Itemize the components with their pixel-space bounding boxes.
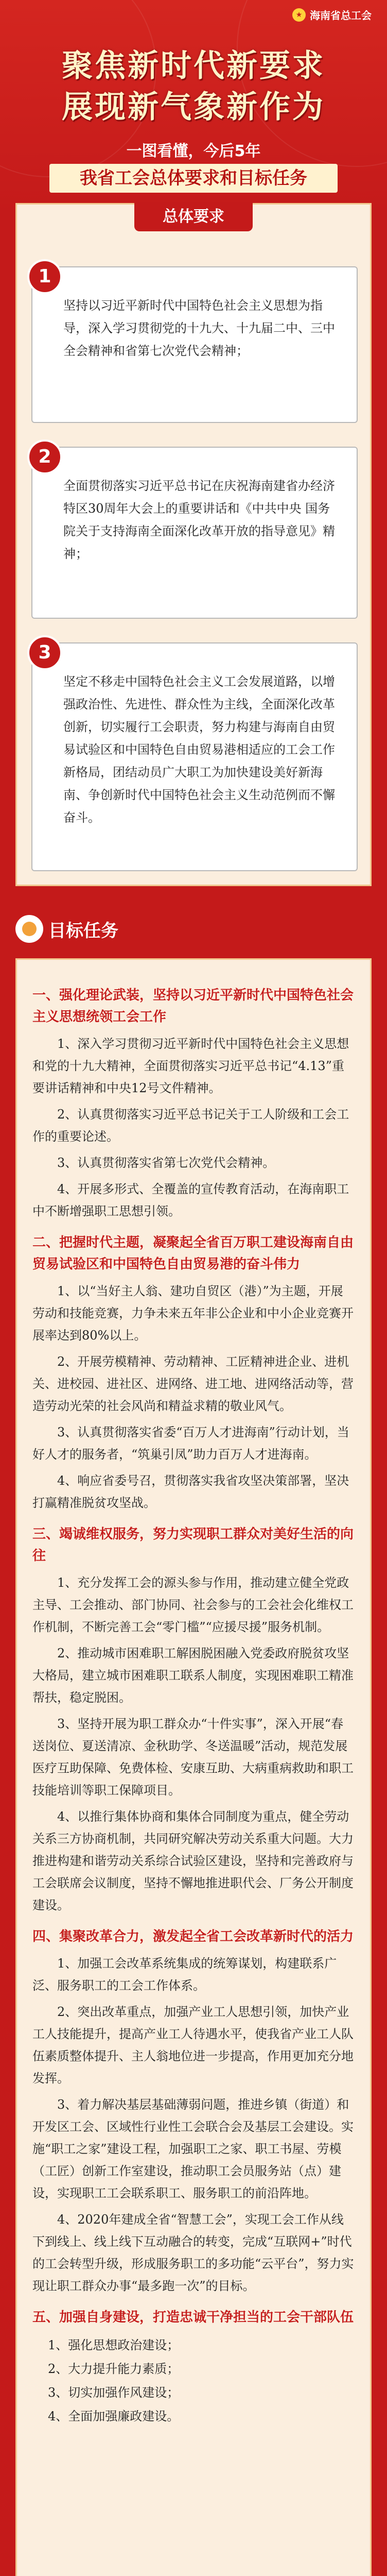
section-title: 一、强化理论武装，坚持以习近平新时代中国特色社会主义思想统领工会工作 [32,988,354,1025]
goal-item: 3、着力解决基层基础薄弱问题，推进乡镇（街道）和开发区工会、区域性行业性工会联合会及基层工会建设。实施“职工之家”建设工程，加强职工之家、职工书屋、劳模（工匠）创新工作室建设，推动职工会员服务站（点）建设，实现职工工会联系职工、服务职工的前沿阵地。 [32,2097,354,2200]
brand-logo-text: 海南省总工会 [310,9,372,22]
requirement-card [31,266,358,423]
goals-panel [15,958,372,2576]
requirement-card [31,642,358,871]
goal-item: 4、以推行集体协商和集体合同制度为重点，健全劳动关系三方协商机制，共同研究解决劳动关系重大问题。大力推进构建和谐劳动关系综合试验区建设，坚持和完善政府与工会联席会议制度，坚持不懈地推进职代会、厂务公开制度建设。 [32,1809,354,1912]
headline-line-1: 聚焦新时代新要求 [62,48,325,84]
requirement-number: 2 [27,439,62,474]
requirement-text: 坚定不移走中国特色社会主义工会发展道路，以增强政治性、先进性、群众性为主线，全面深化改革创新，切实履行工会职责，努力构建与海南自由贸易试验区和中国特色自由贸易港相适应的工会工作新格局，团结动员广大职工为加快建设美好新海南、争创新时代中国特色社会主义生动范例而不懈奋斗。 [63,674,335,825]
section-title: 二、把握时代主题，凝聚起全省百万职工建设海南自由贸易试验区和中国特色自由贸易港的奋斗伟力 [32,1235,354,1272]
goal-item: 4、响应省委号召，贯彻落实我省攻坚决策部署，坚决打赢精准脱贫攻坚战。 [32,1473,349,1510]
union-emblem-icon: ★ [292,8,306,22]
goal-item: 3、切实加强作风建设； [48,2385,180,2400]
section-title: 五、加强自身建设，打造忠诚干净担当的工会干部队伍 [32,2310,354,2325]
goal-item: 1、强化思想政治建设； [48,2338,180,2352]
goal-item: 2、突出改革重点，加强产业工人思想引领，加快产业工人技能提升，提高产业工人待遇水平，使我省产业工人队伍素质整体提升、主人翁地位进一步提高，作用更加充分地发挥。 [32,2005,354,2086]
headline-line-2: 展现新气象新作为 [62,89,325,125]
goal-item: 4、2020年建成全省“智慧工会”，实现工会工作从线下到线上、线上线下互动融合的转变，完成“互联网+”时代的工会转型升级，形成服务职工的多功能“云平台”，努力实现让职工群众办事“最多跑一次”的目标。 [32,2212,354,2293]
subtitle: 一图看懂，今后5年 [126,142,261,160]
requirement-number: 1 [27,259,62,294]
requirement-number: 3 [27,635,62,670]
target-icon [15,915,43,943]
goal-item: 1、充分发挥工会的源头参与作用，推动建立健全党政主导、工会推动、部门协同、社会参与的工会社会化维权工作机制，不断完善工会“零门槛”“应援尽援”服务机制。 [32,1575,354,1634]
goal-item: 1、以“当好主人翁、建功自贸区（港）”为主题，开展劳动和技能竞赛，力争未来五年非公企业和中小企业竞赛开展率达到80%以上。 [32,1284,354,1343]
section-title: 三、竭诚维权服务，努力实现职工群众对美好生活的向往 [32,1527,354,1564]
goal-item: 3、坚持开展为职工群众办“十件实事”，深入开展“春送岗位、夏送清凉、金秋助学、冬送温暖”活动，规范发展医疗互助保障、免费体检、安康互助、大病重病救助和职工技能培训等职工保障项目。 [32,1717,354,1798]
goal-item: 2、认真贯彻落实习近平总书记关于工人阶级和工会工作的重要论述。 [32,1107,349,1144]
goal-item: 4、开展多形式、全覆盖的宣传教育活动，在海南职工中不断增强职工思想引领。 [32,1182,349,1218]
goal-item: 3、认真贯彻落实省委“百万人才进海南”行动计划，当好人才的服务者，“筑巢引凤”助力百万人才进海南。 [32,1425,349,1462]
goal-item: 3、认真贯彻落实省第七次党代会精神。 [57,1156,275,1170]
goal-item: 1、加强工会改革系统集成的统筹谋划，构建联系广泛、服务职工的工会工作体系。 [32,1956,337,1993]
title-ribbon: 我省工会总体要求和目标任务 [49,164,338,193]
goal-item: 1、深入学习贯彻习近平新时代中国特色社会主义思想和党的十九大精神，全面贯彻落实习近平总书记“4.13”重要讲话精神和中央12号文件精神。 [32,1037,349,1095]
requirement-card [31,447,358,619]
goal-item: 2、开展劳模精神、劳动精神、工匠精神进企业、进机关、进校园、进社区、进网络、进工地、进网络活动等，营造劳动光荣的社会风尚和精益求精的敬业风气。 [32,1354,354,1413]
goals-content [32,975,355,2428]
goal-item: 2、推动城市困难职工解困脱困融入党委政府脱贫攻坚大格局，建立城市困难职工联系人制度，实现困难职工精准帮扶，稳定脱困。 [32,1646,354,1705]
brand-logo [292,7,372,22]
requirement-text: 坚持以习近平新时代中国特色社会主义思想为指导，深入学习贯彻党的十九大、十九届二中、三中全会精神和省第七次党代会精神； [63,298,335,358]
goals-heading [15,911,170,947]
goal-item: 4、全面加强廉政建设。 [48,2409,180,2424]
section-title: 四、集聚改革合力，激发起全省工会改革新时代的活力 [32,1929,354,1944]
goal-item: 2、大力提升能力素质； [48,2362,180,2376]
goals-heading-label: 目标任务 [48,920,118,941]
header-banner [0,0,387,216]
overall-requirements-panel [15,203,372,886]
requirement-text: 全面贯彻落实习近平总书记在庆祝海南建省办经济特区30周年大会上的重要讲话和《中共中央 国务院关于支持海南全面深化改革开放的指导意见》精神； [63,479,335,561]
overall-requirements-tab: 总体要求 [134,202,253,231]
